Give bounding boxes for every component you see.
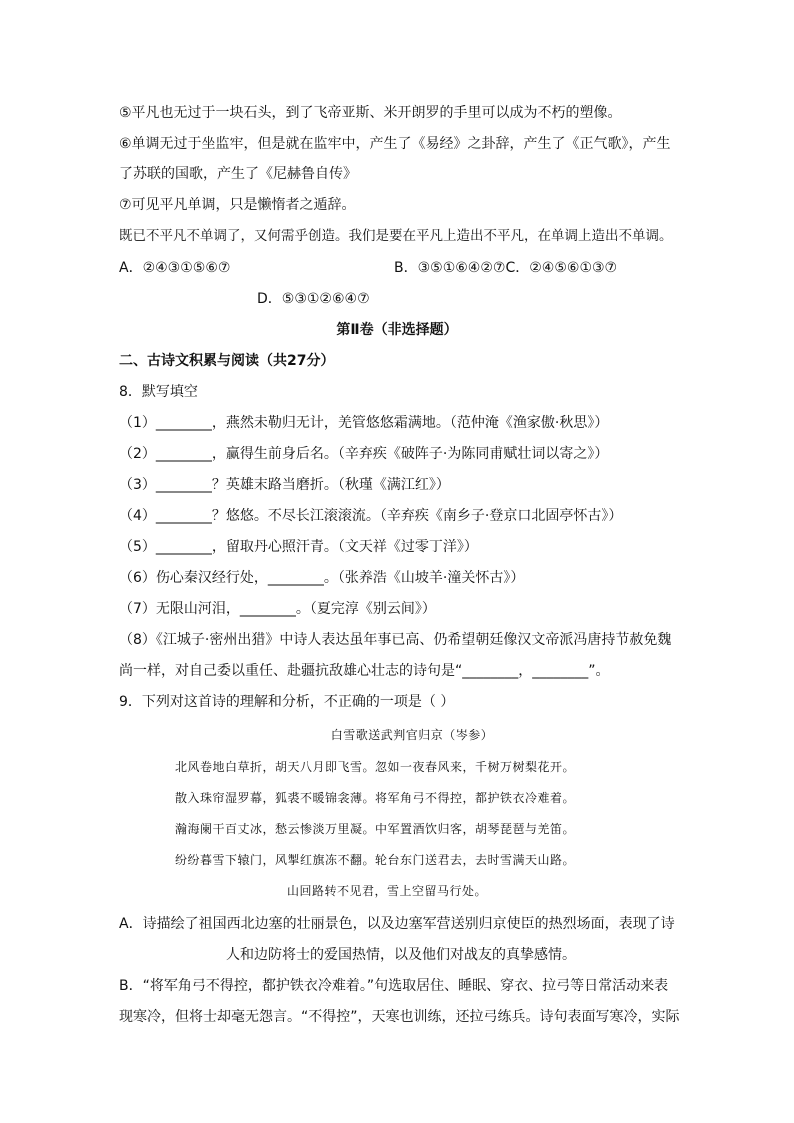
reading-line-6a: ⑥单调无过于坐监牢，但是就在监牢中，产生了《易经》之卦辞，产生了《正气歌》，产生: [119, 136, 671, 152]
part2-heading: 二、古诗文积累与阅读（共27分）: [119, 353, 335, 369]
section-title: 第Ⅱ卷（非选择题）: [336, 322, 458, 338]
reading-line-5: ⑤平凡也无过于一块石头，到了飞帝亚斯、米开朗罗的手里可以成为不朽的塑像。: [119, 105, 622, 121]
q8-item-7: （7）无限山河泪，________。（夏完淳《别云间》）: [119, 601, 436, 617]
q7-option-a: A．②④③①⑤⑥⑦: [119, 260, 231, 276]
reading-line-7: ⑦可见平凡单调，只是懒惰者之遁辞。: [119, 197, 356, 213]
q7-option-d: D．⑤③①②⑥④⑦: [257, 291, 370, 307]
poem-line-3: 瀚海阑干百丈冰，愁云惨淡万里凝。中军置酒饮归客，胡琴琵琶与羌笛。: [175, 822, 576, 836]
q8-item-3: （3）________？英雄末路当磨折。（秋瑾《满江红》）: [119, 477, 450, 493]
reading-line-conclusion: 既已不平凡不单调了，又何需乎创造。我们是要在平凡上造出不平凡，在单调上造出不单调。: [119, 228, 673, 244]
q8-item-5: （5）________，留取丹心照汗青。（文天祥《过零丁洋》）: [119, 539, 478, 555]
poem-line-2: 散入珠帘湿罗幕，狐裘不暖锦衾薄。将军角弓不得控，都护铁衣冷难着。: [175, 791, 576, 805]
q9-option-b-line-1: B．“将军角弓不得控，都护铁衣冷难着。”句选取居住、睡眠、穿衣、拉弓等日常活动来表: [119, 978, 669, 994]
q8-item-8b: 尚一样，对自己委以重任、赴疆抗敌雄心壮志的诗句是“________，________”。: [119, 663, 610, 679]
poem-line-4: 纷纷暮雪下辕门，风掣红旗冻不翻。轮台东门送君去，去时雪满天山路。: [175, 853, 576, 867]
q8-title: 8．默写填空: [119, 384, 198, 400]
q9-stem: 9．下列对这首诗的理解和分析，不正确的一项是（ ）: [119, 694, 455, 710]
reading-line-6b: 了苏联的国歌，产生了《尼赫鲁自传》: [119, 166, 357, 182]
q7-option-bc: B．③⑤①⑥④②⑦C．②④⑤⑥①③⑦: [394, 260, 618, 276]
q8-item-6: （6）伤心秦汉经行处，________。（张养浩《山坡羊·潼关怀古》）: [119, 570, 525, 586]
poem-title: 白雪歌送武判官归京（岑参）: [330, 728, 494, 742]
q9-option-a-line-1: A．诗描绘了祖国西北边塞的壮丽景色，以及边塞军营送别归京使臣的热烈场面，表现了诗: [119, 916, 675, 932]
poem-line-1: 北风卷地白草折，胡天八月即飞雪。忽如一夜春风来，千树万树梨花开。: [175, 760, 576, 774]
q8-item-4: （4）________？悠悠。不尽长江滚滚流。（辛弃疾《南乡子·登京口北固亭怀古》）: [119, 508, 623, 524]
q8-item-1: （1）________，燕然未勒归无计，羌管悠悠霜满地。（范仲淹《渔家傲·秋思》）: [119, 415, 609, 431]
q8-item-8a: （8）《江城子·密州出猎》中诗人表达虽年事已高、仍希望朝廷像汉文帝派冯唐持节赦免魏: [119, 632, 672, 648]
q9-option-b-line-2: 现寒冷，但将士却毫无怨言。“不得控”，天寒也训练，还拉弓练兵。诗句表面写寒冷，实际: [119, 1009, 680, 1025]
q9-option-a-line-2: 人和边防将士的爱国热情，以及他们对战友的真挚感情。: [226, 947, 576, 963]
poem-line-5: 山回路转不见君，雪上空留马行处。: [287, 884, 488, 898]
q8-item-2: （2）________，赢得生前身后名。（辛弃疾《破阵子·为陈同甫赋壮词以寄之》）: [119, 446, 609, 462]
